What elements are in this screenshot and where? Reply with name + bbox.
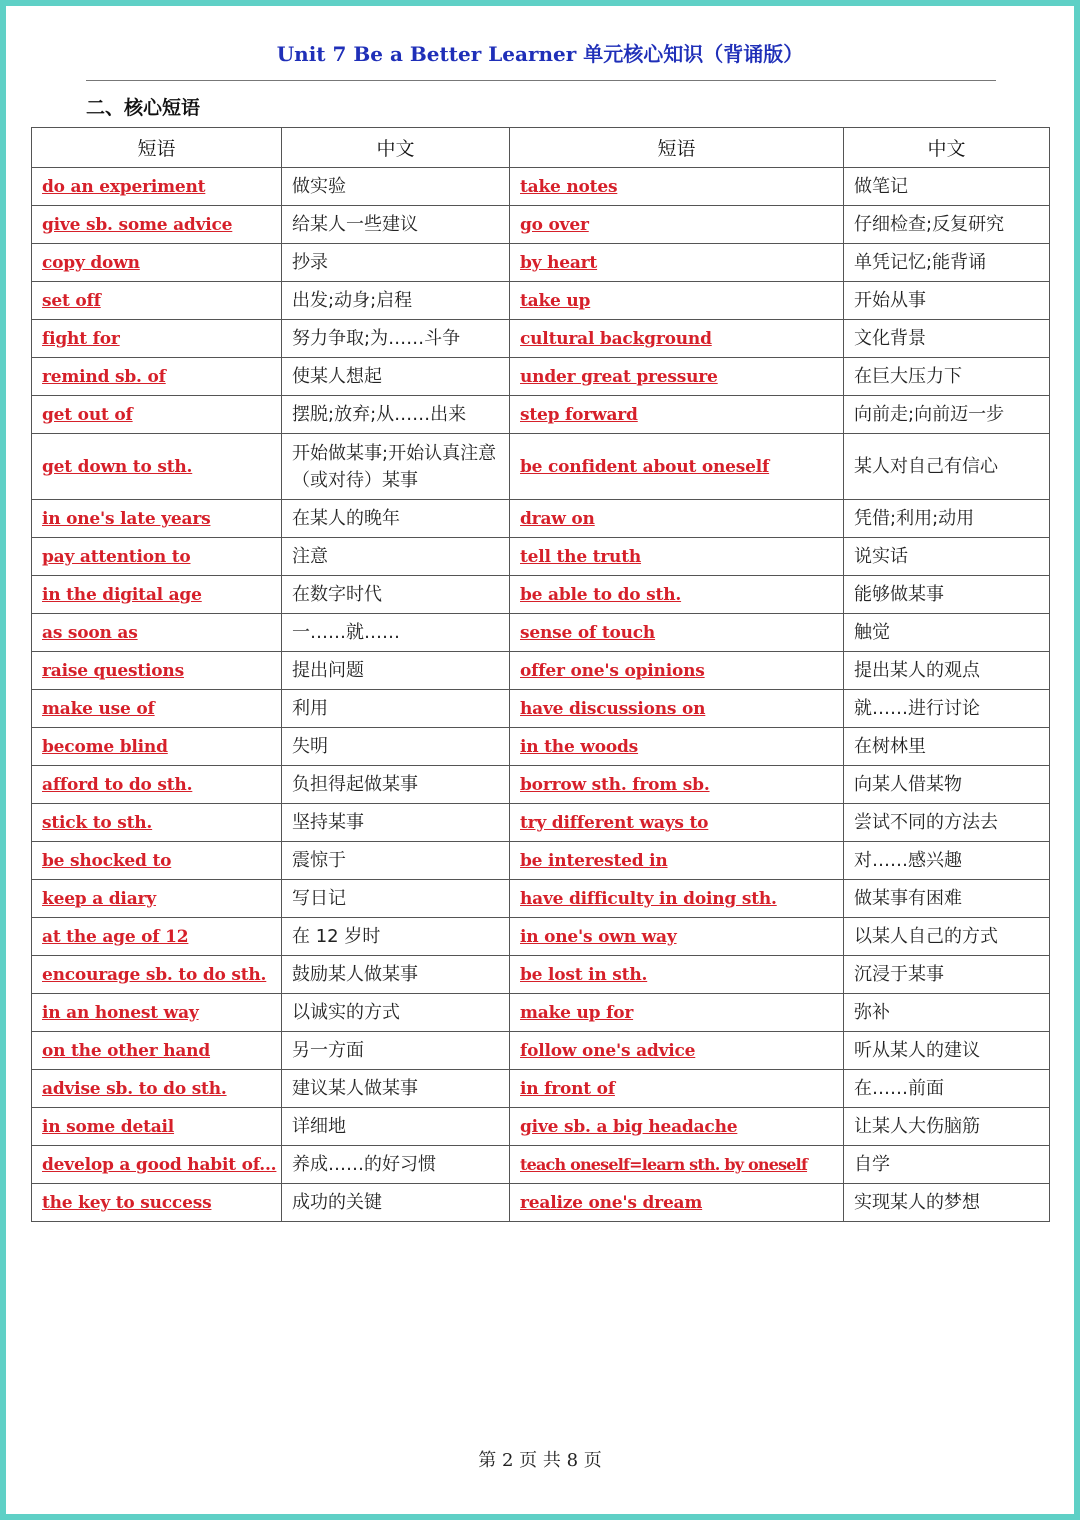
table-row — [32, 500, 1050, 538]
header-divider — [86, 80, 996, 81]
translation-cell: 向前走;向前迈一步 — [844, 396, 1050, 434]
phrase-cell: become blind — [32, 728, 282, 766]
table-row — [32, 918, 1050, 956]
translation-cell: 在某人的晚年 — [282, 500, 510, 538]
table-row — [32, 804, 1050, 842]
translation-cell: 注意 — [282, 538, 510, 576]
translation-cell: 就……进行讨论 — [844, 690, 1050, 728]
translation-cell: 坚持某事 — [282, 804, 510, 842]
column-header-chinese: 中文 — [282, 128, 510, 168]
translation-cell: 在 12 岁时 — [282, 918, 510, 956]
translation-cell: 使某人想起 — [282, 358, 510, 396]
phrase-cell: offer one's opinions — [510, 652, 844, 690]
translation-cell: 在巨大压力下 — [844, 358, 1050, 396]
table-header-row — [32, 128, 1050, 168]
phrase-cell: pay attention to — [32, 538, 282, 576]
translation-cell: 开始从事 — [844, 282, 1050, 320]
phrase-cell: encourage sb. to do sth. — [32, 956, 282, 994]
table-row — [32, 1146, 1050, 1184]
translation-cell: 给某人一些建议 — [282, 206, 510, 244]
translation-cell: 一……就…… — [282, 614, 510, 652]
translation-cell: 在数字时代 — [282, 576, 510, 614]
table-row — [32, 396, 1050, 434]
translation-cell: 在树林里 — [844, 728, 1050, 766]
phrase-cell: be shocked to — [32, 842, 282, 880]
phrase-cell: in one's late years — [32, 500, 282, 538]
table-row — [32, 282, 1050, 320]
phrase-cell: in the digital age — [32, 576, 282, 614]
translation-cell: 负担得起做某事 — [282, 766, 510, 804]
translation-cell: 提出问题 — [282, 652, 510, 690]
phrase-cell: do an experiment — [32, 168, 282, 206]
table-row — [32, 956, 1050, 994]
phrase-cell: by heart — [510, 244, 844, 282]
table-row — [32, 538, 1050, 576]
translation-cell: 能够做某事 — [844, 576, 1050, 614]
translation-cell: 以某人自己的方式 — [844, 918, 1050, 956]
table-row — [32, 1108, 1050, 1146]
translation-cell: 做某事有困难 — [844, 880, 1050, 918]
translation-cell: 单凭记忆;能背诵 — [844, 244, 1050, 282]
section-title: 二、核心短语 — [86, 97, 201, 119]
translation-cell: 开始做某事;开始认真注意（或对待）某事 — [282, 434, 510, 500]
table-row — [32, 576, 1050, 614]
translation-cell: 向某人借某物 — [844, 766, 1050, 804]
phrase-cell: realize one's dream — [510, 1184, 844, 1222]
table-row — [32, 358, 1050, 396]
phrase-cell: teach oneself=learn sth. by oneself — [510, 1146, 844, 1184]
phrase-cell: make use of — [32, 690, 282, 728]
translation-cell: 凭借;利用;动用 — [844, 500, 1050, 538]
phrase-cell: fight for — [32, 320, 282, 358]
phrase-cell: in front of — [510, 1070, 844, 1108]
phrase-cell: be lost in sth. — [510, 956, 844, 994]
phrase-cell: make up for — [510, 994, 844, 1032]
table-row — [32, 880, 1050, 918]
translation-cell: 文化背景 — [844, 320, 1050, 358]
phrase-cell: set off — [32, 282, 282, 320]
phrase-cell: give sb. some advice — [32, 206, 282, 244]
translation-cell: 详细地 — [282, 1108, 510, 1146]
phrase-cell: have difficulty in doing sth. — [510, 880, 844, 918]
translation-cell: 鼓励某人做某事 — [282, 956, 510, 994]
translation-cell: 做实验 — [282, 168, 510, 206]
translation-cell: 成功的关键 — [282, 1184, 510, 1222]
phrase-cell: follow one's advice — [510, 1032, 844, 1070]
translation-cell: 养成……的好习惯 — [282, 1146, 510, 1184]
phrase-cell: sense of touch — [510, 614, 844, 652]
table-row — [32, 1032, 1050, 1070]
translation-cell: 另一方面 — [282, 1032, 510, 1070]
phrase-cell: in an honest way — [32, 994, 282, 1032]
translation-cell: 听从某人的建议 — [844, 1032, 1050, 1070]
phrase-cell: at the age of 12 — [32, 918, 282, 956]
table-row — [32, 168, 1050, 206]
phrase-cell: develop a good habit of... — [32, 1146, 282, 1184]
table-row — [32, 690, 1050, 728]
phrase-cell: stick to sth. — [32, 804, 282, 842]
phrase-cell: cultural background — [510, 320, 844, 358]
phrase-cell: under great pressure — [510, 358, 844, 396]
table-row — [32, 994, 1050, 1032]
phrase-cell: step forward — [510, 396, 844, 434]
table-row — [32, 1070, 1050, 1108]
phrase-cell: remind sb. of — [32, 358, 282, 396]
translation-cell: 沉浸于某事 — [844, 956, 1050, 994]
translation-cell: 以诚实的方式 — [282, 994, 510, 1032]
translation-cell: 做笔记 — [844, 168, 1050, 206]
translation-cell: 建议某人做某事 — [282, 1070, 510, 1108]
column-header-phrase: 短语 — [510, 128, 844, 168]
phrase-cell: on the other hand — [32, 1032, 282, 1070]
translation-cell: 实现某人的梦想 — [844, 1184, 1050, 1222]
translation-cell: 写日记 — [282, 880, 510, 918]
translation-cell: 提出某人的观点 — [844, 652, 1050, 690]
table-row — [32, 320, 1050, 358]
translation-cell: 弥补 — [844, 994, 1050, 1032]
phrase-cell: be able to do sth. — [510, 576, 844, 614]
table-row — [32, 728, 1050, 766]
translation-cell: 尝试不同的方法去 — [844, 804, 1050, 842]
table-row — [32, 206, 1050, 244]
table-row — [32, 434, 1050, 500]
table-row — [32, 652, 1050, 690]
phrase-cell: take notes — [510, 168, 844, 206]
phrase-cell: copy down — [32, 244, 282, 282]
translation-cell: 对……感兴趣 — [844, 842, 1050, 880]
phrase-cell: go over — [510, 206, 844, 244]
table-row — [32, 842, 1050, 880]
translation-cell: 仔细检查;反复研究 — [844, 206, 1050, 244]
phrase-cell: have discussions on — [510, 690, 844, 728]
phrase-cell: give sb. a big headache — [510, 1108, 844, 1146]
translation-cell: 失明 — [282, 728, 510, 766]
translation-cell: 自学 — [844, 1146, 1050, 1184]
phrase-cell: borrow sth. from sb. — [510, 766, 844, 804]
table-row — [32, 766, 1050, 804]
phrase-cell: advise sb. to do sth. — [32, 1070, 282, 1108]
translation-cell: 在……前面 — [844, 1070, 1050, 1108]
translation-cell: 触觉 — [844, 614, 1050, 652]
phrase-cell: afford to do sth. — [32, 766, 282, 804]
phrase-cell: be confident about oneself — [510, 434, 844, 500]
column-header-chinese: 中文 — [844, 128, 1050, 168]
phrase-cell: in the woods — [510, 728, 844, 766]
translation-cell: 摆脱;放弃;从……出来 — [282, 396, 510, 434]
translation-cell: 震惊于 — [282, 842, 510, 880]
table-row — [32, 244, 1050, 282]
phrase-cell: as soon as — [32, 614, 282, 652]
phrase-cell: keep a diary — [32, 880, 282, 918]
translation-cell: 说实话 — [844, 538, 1050, 576]
phrase-cell: in some detail — [32, 1108, 282, 1146]
phrase-cell: in one's own way — [510, 918, 844, 956]
phrase-cell: get down to sth. — [32, 434, 282, 500]
document-title: Unit 7 Be a Better Learner 单元核心知识（背诵版） — [276, 42, 804, 66]
phrase-table — [31, 127, 1050, 1222]
translation-cell: 努力争取;为……斗争 — [282, 320, 510, 358]
phrase-cell: tell the truth — [510, 538, 844, 576]
translation-cell: 出发;动身;启程 — [282, 282, 510, 320]
phrase-cell: take up — [510, 282, 844, 320]
phrase-cell: raise questions — [32, 652, 282, 690]
translation-cell: 某人对自己有信心 — [844, 434, 1050, 500]
phrase-cell: draw on — [510, 500, 844, 538]
translation-cell: 抄录 — [282, 244, 510, 282]
column-header-phrase: 短语 — [32, 128, 282, 168]
table-row — [32, 1184, 1050, 1222]
phrase-cell: be interested in — [510, 842, 844, 880]
page-number: 第 2 页 共 8 页 — [478, 1450, 602, 1471]
phrase-cell: the key to success — [32, 1184, 282, 1222]
phrase-cell: get out of — [32, 396, 282, 434]
translation-cell: 利用 — [282, 690, 510, 728]
table-row — [32, 614, 1050, 652]
translation-cell: 让某人大伤脑筋 — [844, 1108, 1050, 1146]
phrase-cell: try different ways to — [510, 804, 844, 842]
